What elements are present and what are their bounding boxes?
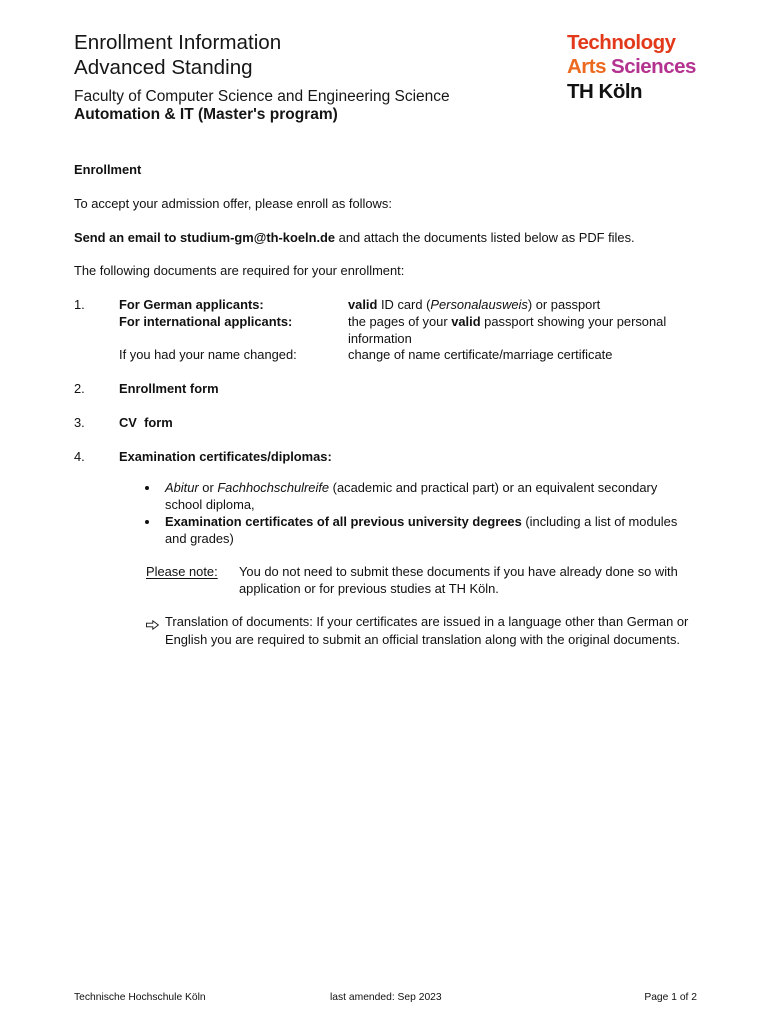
logo-word-technology: Technology xyxy=(567,31,676,54)
item-number: 1. xyxy=(74,297,85,312)
value-segment: valid xyxy=(348,297,378,312)
footer-last-amended: last amended: Sep 2023 xyxy=(330,992,442,1003)
note-label: Please note: xyxy=(146,564,218,579)
text-segment: Examination certificates of all previous university degrees xyxy=(165,514,522,529)
value-international-applicants xyxy=(348,313,666,330)
translation-text-line: Translation of documents: If your certificates are issued in a language other than German or xyxy=(165,614,689,629)
note-text-line: You do not need to submit these documents if you have already done so with xyxy=(239,564,678,579)
translation-text-line: English you are required to submit an official translation along with the original documents. xyxy=(165,632,680,647)
faculty-name: Faculty of Computer Science and Engineering Science xyxy=(74,88,450,105)
footer-institution: Technische Hochschule Köln xyxy=(74,992,206,1003)
item-number: 4. xyxy=(74,449,85,464)
text-segment: (academic and practical part) or an equivalent secondary xyxy=(329,480,658,495)
bullet-item-line xyxy=(165,530,234,547)
text-segment: (including a list of modules xyxy=(521,514,678,529)
bullet-icon xyxy=(145,486,149,490)
text-segment: Fachhochschulreife xyxy=(217,480,330,495)
value-segment: the pages of your xyxy=(348,314,452,329)
item-number: 2. xyxy=(74,381,85,396)
text-segment: Abitur xyxy=(165,480,199,495)
text-segment: school diploma, xyxy=(165,497,255,512)
label-german-applicants: For German applicants: xyxy=(119,297,264,312)
text-segment: or xyxy=(198,480,218,495)
value-segment: valid xyxy=(451,314,481,329)
arrow-right-outline-icon xyxy=(146,617,159,627)
item-title-examination-certificates: Examination certificates/diplomas: xyxy=(119,449,332,464)
document-title: Enrollment Information xyxy=(74,31,282,54)
bullet-item-line xyxy=(165,479,657,496)
bullet-item-line xyxy=(165,496,255,513)
note-text-line: application or for previous studies at TH Köln. xyxy=(239,581,499,596)
item-number: 3. xyxy=(74,415,85,430)
email-instruction xyxy=(74,229,635,246)
section-heading-enrollment: Enrollment xyxy=(74,162,142,177)
text-segment: and grades) xyxy=(165,531,234,546)
value-name-changed xyxy=(348,346,612,363)
value-segment: change of name certificate/marriage certificate xyxy=(348,347,613,362)
value-segment: information xyxy=(348,331,412,346)
footer-page-number: Page 1 of 2 xyxy=(644,992,697,1003)
logo-word-arts: Arts xyxy=(567,55,607,78)
value-german-applicants xyxy=(348,296,600,313)
label-name-changed: If you had your name changed: xyxy=(119,347,297,362)
logo-line-arts-sciences xyxy=(567,55,696,79)
logo-word-sciences: Sciences xyxy=(611,55,696,78)
value-international-applicants-cont xyxy=(348,330,412,347)
th-koeln-logo xyxy=(567,31,717,107)
email-instruction-bold: Send an email to studium-gm@th-koeln.de xyxy=(74,230,336,245)
program-name: Automation & IT (Master's program) xyxy=(74,106,338,123)
value-segment: ID card ( xyxy=(377,297,431,312)
bullet-icon xyxy=(145,520,149,524)
intro-text: To accept your admission offer, please enroll as follows: xyxy=(74,196,392,211)
value-segment: passport showing your personal xyxy=(480,314,667,329)
document-subtitle: Advanced Standing xyxy=(74,56,253,79)
required-documents-intro: The following documents are required for your enrollment: xyxy=(74,263,405,278)
email-instruction-rest: and attach the documents listed below as PDF files. xyxy=(335,230,635,245)
label-international-applicants: For international applicants: xyxy=(119,314,293,329)
bullet-item-line xyxy=(165,513,677,530)
item-title-cv-form: CV form xyxy=(119,415,173,430)
value-segment: Personalausweis xyxy=(430,297,528,312)
value-segment: ) or passport xyxy=(527,297,601,312)
item-title-enrollment-form: Enrollment form xyxy=(119,381,219,396)
logo-word-th-koeln: TH Köln xyxy=(567,80,643,103)
